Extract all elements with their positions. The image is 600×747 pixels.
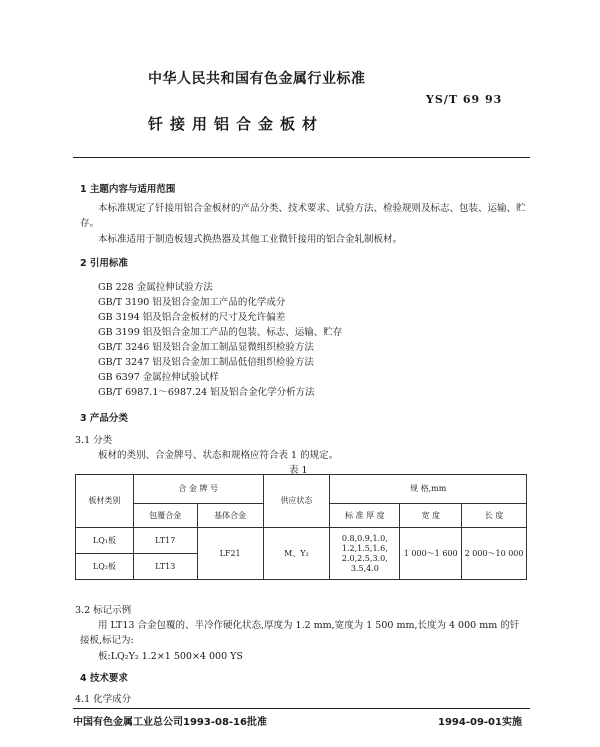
section-1-heading: 1 主题内容与适用范围 (80, 184, 176, 195)
reference-item: GB 6397 金属拉伸试验试样 (98, 372, 219, 383)
table-cell-base: LF21 (197, 528, 263, 580)
reference-item: GB 3194 铝及铝合金板材的尺寸及允许偏差 (98, 312, 286, 323)
table-cell-temper: M、Y₂ (263, 528, 330, 580)
section-1-para2: 本标准适用于制造板翅式换热器及其他工业微钎接用的铝合金轧制板材。 (98, 234, 403, 245)
header-alloy: 合 金 牌 号 (133, 475, 263, 504)
table-cell-length: 2 000～10 000 (462, 528, 527, 580)
thickness-line: 1.2,1.5,1.6, (341, 543, 388, 553)
header-temper: 供应状态 (263, 475, 330, 528)
subsection-3-2-line2: 接板,标记为: (80, 635, 134, 646)
reference-item: GB/T 3246 铝及铝合金加工制品显微组织检验方法 (98, 342, 314, 353)
header-spec: 规 格,mm (330, 475, 527, 504)
header-thickness: 标 准 厚 度 (330, 504, 400, 528)
reference-item: GB/T 6987.1～6987.24 铝及铝合金化学分析方法 (98, 387, 315, 398)
table-cell-width: 1 000～1 600 (400, 528, 462, 580)
subsection-3-1-text: 板材的类别、合金牌号、状态和规格应符合表 1 的规定。 (98, 450, 339, 461)
header-width: 宽 度 (400, 504, 462, 528)
table-cell-clad: LT17 (133, 528, 197, 554)
standard-code: YS/T 69 93 (426, 93, 503, 106)
section-3-heading: 3 产品分类 (80, 413, 128, 424)
reference-item: GB/T 3190 铝及铝合金加工产品的化学成分 (98, 297, 286, 308)
footer-effective-date: 1994-09-01实施 (438, 717, 522, 728)
header-category: 板材类别 (76, 475, 134, 528)
subsection-3-2-line1: 用 LT13 合金包覆的、半冷作硬化状态,厚度为 1.2 mm,宽度为 1 500 mm,长度为 4 000 mm 的钎 (98, 620, 520, 631)
subsection-3-1-heading: 3.1 分类 (75, 435, 113, 446)
table-cell-clad: LT13 (133, 554, 197, 580)
marking-example: 板:LQ₂Y₂ 1.2×1 500×4 000 YS (98, 651, 243, 662)
header-clad: 包覆合金 (133, 504, 197, 528)
subsection-4-1-heading: 4.1 化学成分 (75, 694, 132, 705)
section-1-para1-line1: 本标准规定了钎接用铝合金板材的产品分类、技术要求、试验方法、检验规则及标志、包装、运输、贮 (98, 203, 526, 214)
reference-item: GB/T 3247 铝及铝合金加工制品低倍组织检验方法 (98, 357, 314, 368)
section-2-heading: 2 引用标准 (80, 258, 128, 269)
table-cell-category: LQ₂板 (76, 554, 134, 580)
table-cell-category: LQ₁板 (76, 528, 134, 554)
thickness-line: 2.0,2.5,3.0, (341, 553, 388, 563)
header-divider (73, 157, 530, 158)
organization-title: 中华人民共和国有色金属行业标准 (148, 71, 366, 87)
document-title: 钎接用铝合金板材 (148, 115, 325, 133)
section-1-para1-line2: 存。 (80, 218, 100, 229)
header-base: 基体合金 (197, 504, 263, 528)
reference-item: GB 228 金属拉伸试验方法 (98, 282, 213, 293)
spec-table (75, 474, 527, 580)
thickness-line: 3.5,4.0 (350, 563, 379, 573)
section-4-heading: 4 技术要求 (80, 673, 128, 684)
reference-item: GB 3199 铝及铝合金加工产品的包装、标志、运输、贮存 (98, 327, 343, 338)
subsection-3-2-heading: 3.2 标记示例 (75, 605, 132, 616)
thickness-line: 0.8,0.9,1.0, (341, 533, 388, 543)
footer-issuer: 中国有色金属工业总公司1993-08-16批准 (73, 717, 267, 728)
footer-divider (73, 708, 530, 709)
table-caption: 表 1 (289, 465, 308, 476)
table-cell-thickness (330, 528, 400, 580)
header-length: 长 度 (462, 504, 527, 528)
